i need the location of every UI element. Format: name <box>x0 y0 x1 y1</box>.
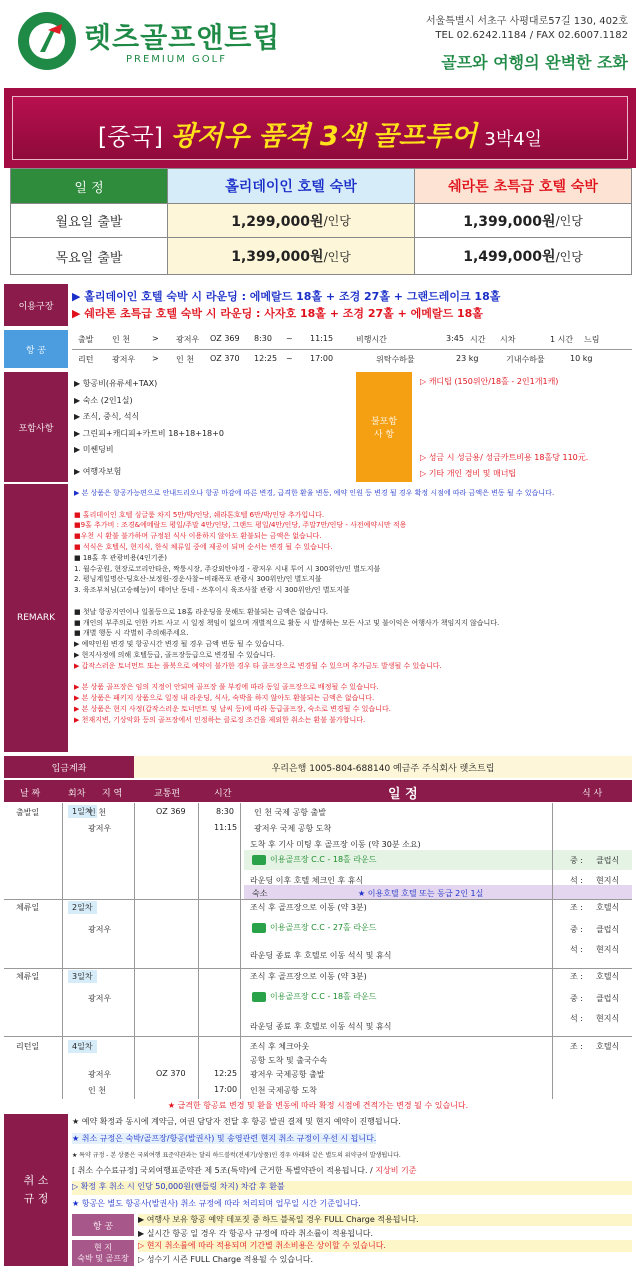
cancel-air-line: ▶ 실시간 항공 일 경우 각 항공사 규정에 따라 취소률이 적용됩니다. <box>138 1229 374 1238</box>
remark-label: REMARK <box>4 484 68 752</box>
tour-title <box>13 114 627 153</box>
divider <box>198 803 199 1099</box>
remark-line: 2. 평닝계일명산-딩호산-보정원-경운사찰~비래폭포 관광시 300위안/인 별도지불 <box>74 575 322 584</box>
tel-fax: TEL 02.6242.1184 / FAX 02.6007.1182 <box>435 30 628 41</box>
cancel-local-line: ▷ 성수기 시즌 FULL Charge 적용될 수 있습니다. <box>138 1255 314 1264</box>
remark-line: ▶ 예약인원 변경 및 항공시간 변경 될 경우 금액 변동 될 수 있습니다. <box>74 640 285 649</box>
divider <box>72 349 632 350</box>
excludes-item: ▷ 캐디팁 (150위안/18홀 - 2인1개1캐) <box>420 377 559 386</box>
account-label: 입금계좌 <box>4 756 134 778</box>
cancel-label: 취 소 규 정 <box>4 1114 68 1266</box>
divider <box>62 803 63 1099</box>
price-row-day: 월요일 출발 <box>10 203 168 238</box>
excludes-item: ▷ 기타 개인 경비 및 매너팁 <box>420 469 517 478</box>
price-row-sheraton: 1,399,000원 /인당 <box>414 203 632 238</box>
cancel-line: ★ 특약 규정 - 본 상품은 국외여행 표준약관과는 달리 하드블럭(전세기/상품)인 경우 아래와 같은 별도의 위약금이 발생됩니다. <box>72 1152 401 1159</box>
cancel-air-label: 항 공 <box>72 1214 134 1236</box>
remark-line: ▶ 본 상품은 항공가능편으로 안내드리오나 항공 마감에 따른 변경, 급격한 환율 변동, 예약 인원 등 변경 될 경우 확정 시점에 따라 금액은 변동 될 수 있습니다. <box>74 489 555 497</box>
golf-round: 이용골프장 C.C - 18홀 라운드 <box>252 991 377 1002</box>
title-banner <box>4 88 636 168</box>
header <box>0 0 640 84</box>
title-highlight: 광저우 품격 3색 <box>170 121 365 152</box>
remark-line: ■ 홀리데이인 호텔 싱글룸 차지 5만/박/인당, 쉐라톤호텔 6만/박/인당 추가입니다. <box>74 510 325 519</box>
flight-out-row: 출발 인 천 > 광저우 OZ 369 8:30 ~ 11:15 비행시간 3:45 시간 시차 1 시간 느림 <box>78 334 600 344</box>
includes-item: ▶ 그린피+캐디피+카트비 18+18+18+0 <box>74 428 224 438</box>
remark-line: ▶ 현지사정에 의해 호텔등급, 골프장등급으로 변경될 수 있습니다. <box>74 650 276 659</box>
slogan: 골프와 여행의 완벽한 조화 <box>441 53 628 72</box>
cancel-air-line: ▶ 여행사 보유 항공 예약 데포짓 중 하드 블록일 경우 FULL Charge 적용됩니다. <box>138 1214 632 1226</box>
title-prefix: [중국] <box>97 123 164 151</box>
price-col-holiday: 홀리데이인 호텔 숙박 <box>167 168 415 204</box>
includes-list <box>74 376 224 459</box>
cancel-local-line: ▷ 현지 취소률에 따라 적용되며 기간별 취소비용은 상이할 수 있습니다. <box>138 1240 632 1252</box>
itinerary-day-2: 체류일 2일차 광저우 조식 후 골프장으로 이동 (약 3분) 이용골프장 C.C - 27홀 라운드 라운딩 종료 후 호텔로 이동 석식 및 휴식 조 : 호텔식 중 : 클럽식 석 : 현지식 <box>16 903 620 960</box>
cancel-line: ★ 취소 규정은 숙박/골프장/항공(발권사) 및 송영관련 현지 취소 규정이 우선 시 됩니다. <box>72 1134 377 1143</box>
flight-ret-row: 리턴 광저우 > 인 천 OZ 370 12:25 ~ 17:00 위탁수하물 23 kg 기내수하물 10 kg <box>78 354 593 364</box>
price-col-sheraton: 쉐라톤 초특급 호텔 숙박 <box>414 168 632 204</box>
remark-line: ▶ 본 상품은 패키지 상품으로 일정 내 라운딩, 식사, 숙박을 하지 않아도 환불되는 금액은 없습니다. <box>74 694 375 703</box>
remark-line: ■ 개별 행동 시 각별히 주의해주세요. <box>74 629 189 638</box>
remark-line: ▶ 갑작스러운 토너먼트 또는 풀북으로 예약이 불가한 경우 타 골프장으로 변경될 수 있으며 추가금도 발생될 수 있습니다. <box>74 661 442 670</box>
account-value: 우리은행 1005-804-688140 예금주 주식회사 렛츠트립 <box>134 756 632 778</box>
golf-flag-icon <box>252 855 266 865</box>
title-suffix: 3박4일 <box>484 129 543 150</box>
remark-line: 1. 월수공원, 현장로코리안타운, 짝퉁시장, 주강외탄야경 - 광저우 시내 투어 시 300위안/인 별도지불 <box>74 564 381 573</box>
golf-flag-icon <box>252 923 266 933</box>
title-main: 골프투어 <box>372 121 477 152</box>
divider <box>552 803 553 1099</box>
itinerary-day-3: 체류일 3일차 광저우 조식 후 골프장으로 이동 (약 3분) 이용골프장 C.C - 18홀 라운드 라운딩 종료 후 호텔로 이동 석식 및 휴식 조 : 호텔식 중 : 클럽식 석 : 현지식 <box>16 972 620 1031</box>
excludes-item: ▷ 성금 시 성금용/ 성금카트비용 18홀당 110元. <box>420 453 589 462</box>
brand-subtitle: PREMIUM GOLF <box>126 54 227 65</box>
remark-line: ■ 석식은 호텔식, 현지식, 한식 체류일 중에 제공이 되며 순서는 변경 될 수 있습니다. <box>74 542 333 551</box>
itinerary-day-1: 출발일 1일차 인 천 광저우 OZ 369 8:30 11:15 인 천 국제 공항 출발 광저우 국제 공항 도착 도착 후 기사 미팅 후 골프장 이동 (약 30분 소요) 이용골프장 C.C - 18홀 라운드 라운딩 이후 호텔 체크인 후 휴식 숙소 ★ 이용호텔 호텔 또는 동급 2인 1실 중 : 클럽식 석 : 현지식 <box>4 803 632 899</box>
remark-line: ▶ 본 상품은 현지 사정(갑작스러운 토너먼트 및 날씨 등)에 따라 동급골프장, 숙소로 변경될 수 있습니다. <box>74 704 391 713</box>
golf-round: 이용골프장 C.C - 18홀 라운드 <box>252 854 377 865</box>
itinerary-header: 날 짜 회차 지 역 교통편 시간 일 정 식 사 <box>4 780 632 802</box>
cancel-line: [ 취소 수수료규정] 국외여행표준약관 제 5조(특약)에 근거한 특별약관이 적용됩니다. / 지상비 기준 <box>72 1166 417 1175</box>
remark-line <box>74 672 634 683</box>
flight-label: 항 공 <box>4 330 68 368</box>
cancel-line: ▷ 확정 후 취소 시 인당 50,000원(핸들링 차지) 차감 후 환불 <box>72 1181 632 1195</box>
price-col-schedule: 일 정 <box>10 168 168 204</box>
remark-line: ■ 18홀 후 관광비용(4인기준) <box>74 553 167 562</box>
remark-line: ■9홀 추가비 : 조경&에메랄드 평일/주말 4만/인당, 그랜드 평일/4만/인당, 주말7만/인당 - 사전예약시만 적용 <box>74 521 407 530</box>
excludes-label: 불포함 사 항 <box>356 372 412 482</box>
cancel-line: ★ 항공은 별도 항공사(발권사) 취소 규정에 따라 처리되며 업무일 시간 기준입니다. <box>72 1199 361 1208</box>
remark-line: ▶ 천재지변, 기상악화 등의 골프장에서 인정하는 클로징 조건을 제외한 취소는 환불 불가합니다. <box>74 715 366 724</box>
price-row-holiday: 1,399,000원 /인당 <box>167 237 415 275</box>
golf-round: 이용골프장 C.C - 27홀 라운드 <box>252 922 377 933</box>
includes-item: ▶ 미쎈딩비 <box>74 445 114 454</box>
includes-item: ▶ 숙소 (2인1실) <box>74 395 133 405</box>
course-label: 이용구장 <box>4 284 68 326</box>
remark-line: 3. 육조부처님(고승혜능)이 태어난 동네 - 쓰후이시 육조사찰 관광 시 300위안/인 별도지불 <box>74 586 350 595</box>
price-row-day: 목요일 출발 <box>10 237 168 275</box>
remark-line <box>74 499 634 510</box>
cancel-line: ★ 예약 확정과 동시에 계약금, 여권 담당자 전달 후 항공 발권 결제 및 현지 예약이 진행됩니다. <box>72 1117 401 1126</box>
brand-name: 렛츠골프앤트립 <box>84 21 281 54</box>
price-row-holiday: 1,299,000원 /인당 <box>167 203 415 238</box>
remark-line: ■ 첫날 항공지연이나 일몰등으로 18홀 라운딩을 못해도 환불되는 금액은 없습니다. <box>74 607 329 616</box>
cancel-local-label: 현 지 숙박 및 골프장 <box>72 1240 134 1266</box>
course-line-2: ▶ 쉐라톤 초특급 호텔 숙박 시 라운딩 : 사자호 18홀 + 조경 27홀 + 에메랄드 18홀 <box>72 307 483 320</box>
address: 서울특별시 서초구 사평대로57길 130, 402호 <box>425 16 628 27</box>
remark-line: ▶ 본 상품 골프장은 임의 지정이 안되며 골프장 풀 부킹에 따라 동일 골프장으로 배정될 수 있습니다. <box>74 683 379 692</box>
remark-line <box>74 596 634 607</box>
includes-item: ▶ 여행자보험 <box>74 467 122 476</box>
itinerary-note: ★ 급격한 항공료 변경 및 환율 변동에 따라 확정 시점에 견적가는 변경 될 수 있습니다. <box>167 1101 469 1110</box>
includes-label: 포함사항 <box>4 372 68 482</box>
divider <box>134 803 135 1099</box>
golf-logo-icon <box>18 12 76 70</box>
remark-line: ■ 개인의 부주의로 인한 카트 사고 시 일정 책임이 없으며 개별적으로 활동 시 발생하는 모든 사고 및 불이익은 여행사가 책임지지 않습니다. <box>74 618 500 627</box>
golf-flag-icon <box>252 992 266 1002</box>
includes-item: ▶ 조식, 중식, 석식 <box>74 412 140 421</box>
divider <box>240 803 241 1099</box>
itinerary-day-4: 리턴일 4일차 광저우 인 천 OZ 370 12:25 17:00 조식 후 체크아웃 공항 도착 및 출국수속 광저우 국제공항 출발 인천 국제공항 도착 조 : 호텔식 <box>16 1042 620 1095</box>
includes-item: ▶ 항공비(유류세+TAX) <box>74 379 158 388</box>
remark-list <box>74 488 634 726</box>
remark-line: ■우천 시 환불 불가하며 규정된 식사 이용하지 않아도 환불되는 금액은 없습니다. <box>74 532 322 541</box>
course-line-1: ▶ 홀리데이인 호텔 숙박 시 라운딩 : 에메랄드 18홀 + 조경 27홀 + 그랜드레이크 18홀 <box>72 290 501 303</box>
price-row-sheraton: 1,499,000원 /인당 <box>414 237 632 275</box>
